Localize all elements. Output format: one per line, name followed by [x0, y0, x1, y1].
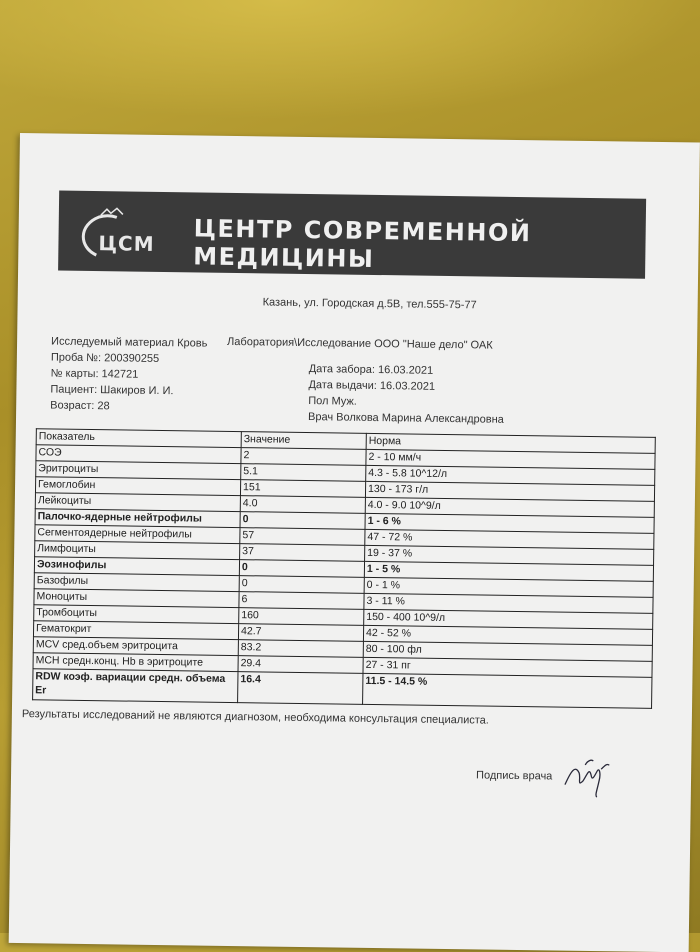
indicator-name: Базофилы	[34, 573, 239, 592]
indicator-name: Эозинофилы	[34, 557, 239, 576]
indicator-value: 16.4	[238, 672, 363, 705]
indicator-value: 0	[239, 560, 364, 578]
issue-date: Дата выдачи: 16.03.2021	[308, 379, 436, 393]
indicator-value: 160	[239, 608, 364, 626]
indicator-norm: 150 - 400 10^9/л	[364, 609, 653, 629]
results-table	[32, 428, 656, 709]
signature-label: Подпись врача	[475, 769, 553, 783]
indicator-value: 151	[240, 480, 365, 498]
indicator-value: 5.1	[241, 464, 366, 482]
seat-background	[0, 0, 700, 120]
indicator-value: 29.4	[238, 656, 363, 674]
indicator-norm: 0 - 1 %	[364, 577, 653, 597]
indicator-norm: 11.5 - 14.5 %	[363, 673, 652, 708]
indicator-norm: 130 - 173 г/л	[365, 481, 654, 501]
indicator-norm: 1 - 6 %	[365, 513, 654, 533]
indicator-value: 57	[240, 528, 365, 546]
indicator-value: 4.0	[240, 496, 365, 514]
indicator-value: 0	[240, 512, 365, 530]
indicator-name: СОЭ	[36, 445, 241, 464]
header-value: Значение	[241, 432, 366, 450]
header-norm: Норма	[366, 433, 655, 453]
indicator-name: Гемоглобин	[35, 477, 240, 496]
indicator-value: 42.7	[238, 624, 363, 642]
clinic-address: Казань, ул. Городская д.5В, тел.555-75-77	[262, 296, 477, 312]
indicator-name: Эритроциты	[36, 461, 241, 480]
indicator-norm: 27 - 31 пг	[363, 657, 652, 677]
clinic-banner	[58, 191, 646, 279]
indicator-value: 83.2	[238, 640, 363, 658]
indicator-name: Гематокрит	[33, 621, 238, 640]
indicator-norm: 4.3 - 5.8 10^12/л	[366, 465, 655, 485]
card-number: № карты: 142721	[50, 367, 139, 381]
indicator-norm: 42 - 52 %	[363, 625, 652, 645]
indicator-value: 2	[241, 448, 366, 466]
indicator-name: MCH средн.конц. Hb в эритроците	[33, 653, 238, 672]
material-label: Исследуемый материал Кровь	[51, 335, 208, 350]
indicator-name: Лимфоциты	[35, 541, 240, 560]
indicator-value: 0	[239, 576, 364, 594]
indicator-norm: 1 - 5 %	[364, 561, 653, 581]
indicator-norm: 19 - 37 %	[365, 545, 654, 565]
indicator-name: Сегментоядерные нейтрофилы	[35, 525, 240, 544]
indicator-name: MCV сред.объем эритроцита	[33, 637, 238, 656]
logo-text: ЦСМ	[98, 231, 155, 256]
indicator-norm: 47 - 72 %	[365, 529, 654, 549]
indicator-name: Лейкоциты	[35, 493, 240, 512]
patient-name: Пациент: Шакиров И. И.	[50, 383, 174, 398]
indicator-norm: 80 - 100 фл	[363, 641, 652, 661]
lab-report-sheet	[9, 133, 700, 952]
clinic-name: ЦЕНТР СОВРЕМЕННОЙ МЕДИЦИНЫ	[193, 214, 532, 273]
doctor-name: Врач Волкова Марина Александровна	[307, 411, 504, 426]
indicator-value: 6	[239, 592, 364, 610]
lab-title: Лаборатория\Исследование ООО "Наше дело" ОАК	[227, 335, 493, 352]
indicator-norm: 2 - 10 мм/ч	[366, 449, 655, 469]
patient-age: Возраст: 28	[50, 399, 110, 413]
disclaimer-text: Результаты исследований не являются диагнозом, необходима консультация специалиста.	[21, 708, 489, 727]
collection-date: Дата забора: 16.03.2021	[308, 363, 434, 377]
header-indicator: Показатель	[36, 429, 241, 448]
indicator-name: RDW коэф. вариации средн. объема Er	[33, 669, 238, 703]
doctor-signature	[561, 751, 612, 802]
indicator-norm: 3 - 11 %	[364, 593, 653, 613]
sample-number: Проба №: 200390255	[50, 351, 160, 365]
indicator-name: Палочко-ядерные нейтрофилы	[35, 509, 240, 528]
indicator-value: 37	[240, 544, 365, 562]
indicator-norm: 4.0 - 9.0 10^9/л	[365, 497, 654, 517]
indicator-name: Моноциты	[34, 589, 239, 608]
indicator-name: Тромбоциты	[34, 605, 239, 624]
patient-sex: Пол Муж.	[308, 395, 357, 408]
clinic-logo	[70, 203, 181, 263]
